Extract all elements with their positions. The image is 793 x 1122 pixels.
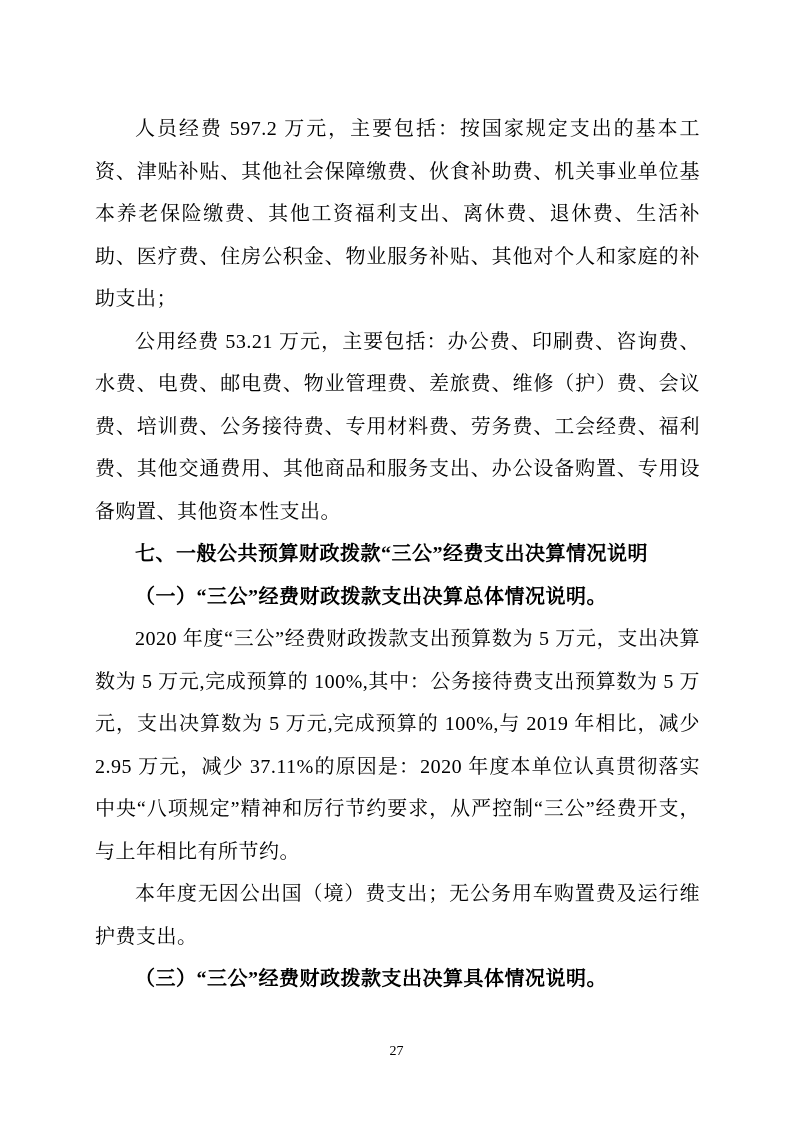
page-number: 27 [389, 1044, 404, 1059]
document-body [95, 108, 700, 1001]
paragraph-public-funds: 公用经费 53.21 万元，主要包括：办公费、印刷费、咨询费、水费、电费、邮电费、物业管理费、差旅费、维修（护）费、会议费、培训费、公务接待费、专用材料费、劳务费、工会经费、福利费、其他交通费用、其他商品和服务支出、办公设备购置、专用设备购置、其他资本性支出。 [95, 330, 700, 523]
heading-section-seven: 七、一般公共预算财政拨款“三公”经费支出决算情况说明 [135, 543, 648, 565]
paragraph-personnel-funds: 人员经费 597.2 万元，主要包括：按国家规定支出的基本工资、津贴补贴、其他社会保障缴费、伙食补助费、机关事业单位基本养老保险缴费、其他工资福利支出、离休费、退休费、生活补助、医疗费、住房公积金、物业服务补贴、其他对个人和家庭的补助支出； [95, 118, 700, 310]
heading-subsection-three: （三）“三公”经费财政拨款支出决算具体情况说明。 [135, 968, 607, 990]
heading-subsection-one: （一）“三公”经费财政拨款支出决算总体情况说明。 [135, 585, 607, 608]
paragraph-no-expenses: 本年度无因公出国（境）费支出；无公务用车购置费及运行维护费支出。 [95, 883, 700, 948]
page-footer [0, 1042, 793, 1060]
paragraph-sangong-overview: 2020 年度“三公”经费财政拨款支出预算数为 5 万元，支出决算数为 5 万元,完成预算的 100%,其中：公务接待费支出预算数为 5 万元，支出决算数为 5 万元,完成预算的 100%,与 2019 年相比，减少 2.95 万元，减少 37.11%的原因是：2020 年度本单位认真贯彻落实中央“八项规定”精神和厉行节约要求，从严控制“三公”经费开支，与上年相比有所节约。 [95, 628, 700, 863]
